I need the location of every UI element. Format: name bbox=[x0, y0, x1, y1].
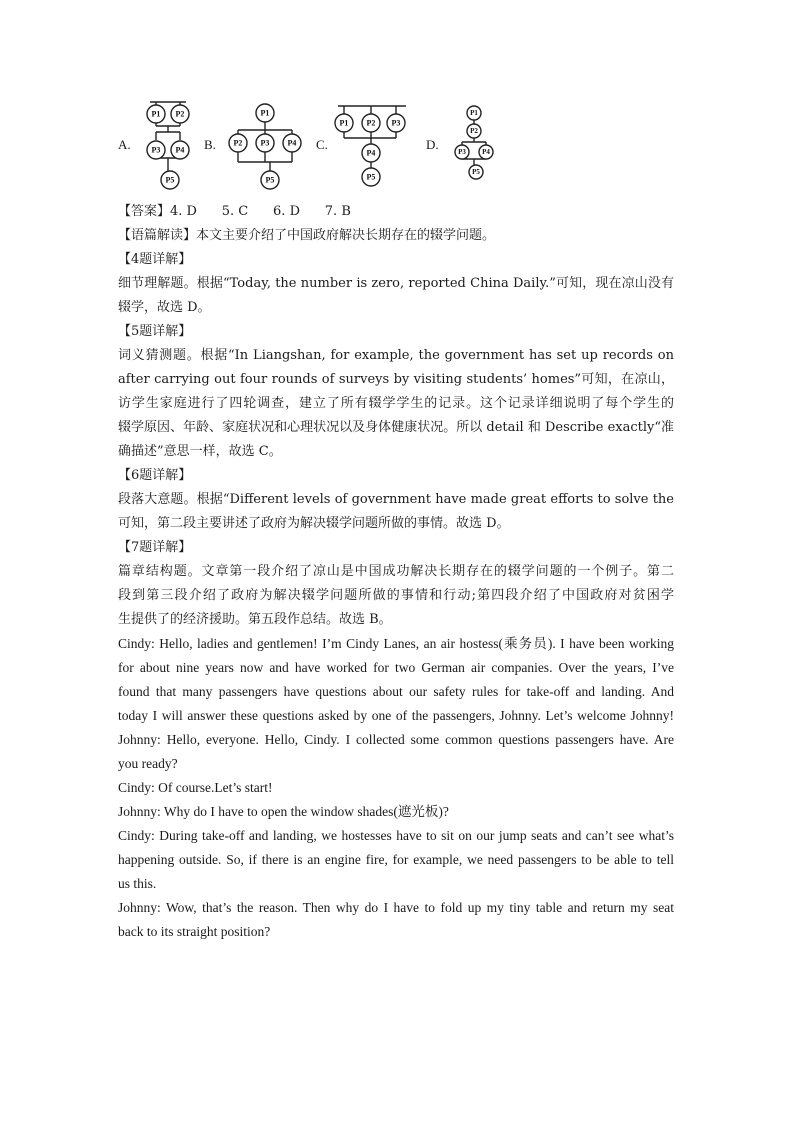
node-p5: P5 bbox=[366, 172, 376, 182]
q4-explanation-line-2: 辍学，故选 D。 bbox=[118, 300, 211, 315]
dialogue-line: Johnny: Why do I have to open the window shades(遮光板)? bbox=[118, 804, 449, 819]
node-p4: P4 bbox=[482, 148, 490, 156]
q5-explanation-line-3: 访学生家庭进行了四轮调查，建立了所有辍学学生的记录。这个记录详细说明了每个学生的 bbox=[118, 396, 674, 411]
node-p5: P5 bbox=[165, 175, 175, 185]
node-p3: P3 bbox=[391, 118, 401, 128]
q7-explanation-line-1: 篇章结构题。文章第一段介绍了凉山是中国成功解决长期存在的辍学问题的一个例子。第二 bbox=[118, 564, 674, 579]
q6-explanation-line-2: 可知，第二段主要讲述了政府为解决辍学问题所做的事情。故选 D。 bbox=[118, 516, 510, 531]
dialogue-line: Cindy: During take-off and landing, we hostesses have to sit on our jump seats and can’t see what’s bbox=[118, 828, 674, 843]
q5-heading: 【5题详解】 bbox=[118, 324, 192, 339]
dialogue-line: found that many passengers have questions about our safety rules for take-off and landing. And bbox=[118, 684, 674, 699]
answer-line: 【答案】4. D 5. C 6. D 7. B bbox=[118, 204, 351, 219]
dialogue-line: Johnny: Wow, that’s the reason. Then why do I have to fold up my tiny table and return my seat bbox=[118, 900, 674, 915]
dialogue-line: you ready? bbox=[118, 756, 178, 771]
q4-explanation-line-1: 细节理解题。根据“Today, the number is zero, reported China Daily.”可知，现在凉山没有 bbox=[118, 276, 674, 291]
dialogue-line: Cindy: Hello, ladies and gentlemen! I’m Cindy Lanes, an air hostess(乘务员). I have been working bbox=[118, 636, 674, 651]
node-p3: P3 bbox=[458, 148, 466, 156]
option-c-diagram bbox=[334, 100, 414, 192]
dialogue-line: back to its straight position? bbox=[118, 924, 271, 939]
node-p4: P4 bbox=[287, 138, 297, 148]
q6-heading: 【6题详解】 bbox=[118, 468, 192, 483]
q7-explanation-line-2: 段到第三段介绍了政府为解决辍学问题所做的事情和行动;第四段介绍了中国政府对贫困学 bbox=[118, 588, 674, 603]
dialogue-line: us this. bbox=[118, 876, 157, 891]
node-p2: P2 bbox=[470, 127, 478, 135]
q5-explanation-line-5: 确描述”意思一样，故选 C。 bbox=[118, 444, 282, 459]
option-d-diagram bbox=[448, 104, 498, 184]
node-p4: P4 bbox=[366, 148, 376, 158]
dialogue-line: Cindy: Of course.Let’s start! bbox=[118, 780, 273, 795]
q5-explanation-line-4: 辍学原因、年龄、家庭状况和心理状况以及身体健康状况。所以 detail 和 Describe exactly“准 bbox=[118, 420, 674, 435]
option-d-label: D. bbox=[426, 137, 439, 152]
document-body bbox=[118, 200, 674, 944]
q5-explanation-line-1: 词义猜测题。根据“In Liangshan, for example, the government has set up records on bbox=[118, 348, 674, 363]
option-a-diagram bbox=[142, 100, 202, 192]
q4-heading: 【4题详解】 bbox=[118, 252, 192, 267]
node-p3: P3 bbox=[260, 138, 270, 148]
node-p2: P2 bbox=[366, 118, 376, 128]
node-p3: P3 bbox=[151, 145, 161, 155]
node-p1: P1 bbox=[339, 118, 349, 128]
node-p5: P5 bbox=[472, 168, 480, 176]
dialogue-line: for about nine years now and have worked for two German air companies. Over the years, I’ve bbox=[118, 660, 674, 675]
node-p1: P1 bbox=[260, 108, 270, 118]
option-c-label: C. bbox=[316, 137, 328, 152]
node-p4: P4 bbox=[175, 145, 185, 155]
q5-explanation-line-2: after carrying out four rounds of surveys by visiting students’ homes”可知，在凉山， bbox=[118, 372, 674, 387]
option-b-diagram bbox=[226, 100, 306, 192]
dialogue-line: happening outside. So, if there is an engine fire, for example, we need passengers to be able to tell bbox=[118, 852, 674, 867]
dialogue-line: today I will answer these questions asked by one of the passengers, Johnny. Let’s welcome Johnny! bbox=[118, 708, 674, 723]
node-p2: P2 bbox=[175, 109, 185, 119]
node-p2: P2 bbox=[233, 138, 243, 148]
option-a-label: A. bbox=[118, 137, 131, 152]
answer-options-diagrams bbox=[118, 100, 678, 195]
node-p1: P1 bbox=[151, 109, 161, 119]
node-p5: P5 bbox=[265, 175, 275, 185]
passage-summary: 【语篇解读】本文主要介绍了中国政府解决长期存在的辍学问题。 bbox=[118, 228, 496, 243]
node-p1: P1 bbox=[470, 109, 478, 117]
q7-explanation-line-3: 生提供了的经济援助。第五段作总结。故选 B。 bbox=[118, 612, 392, 627]
q7-heading: 【7题详解】 bbox=[118, 540, 192, 555]
option-b-label: B. bbox=[204, 137, 216, 152]
q6-explanation-line-1: 段落大意题。根据“Different levels of government have made great efforts to solve the bbox=[118, 492, 674, 507]
dialogue-line: Johnny: Hello, everyone. Hello, Cindy. I collected some common questions passengers have. Are bbox=[118, 732, 674, 747]
